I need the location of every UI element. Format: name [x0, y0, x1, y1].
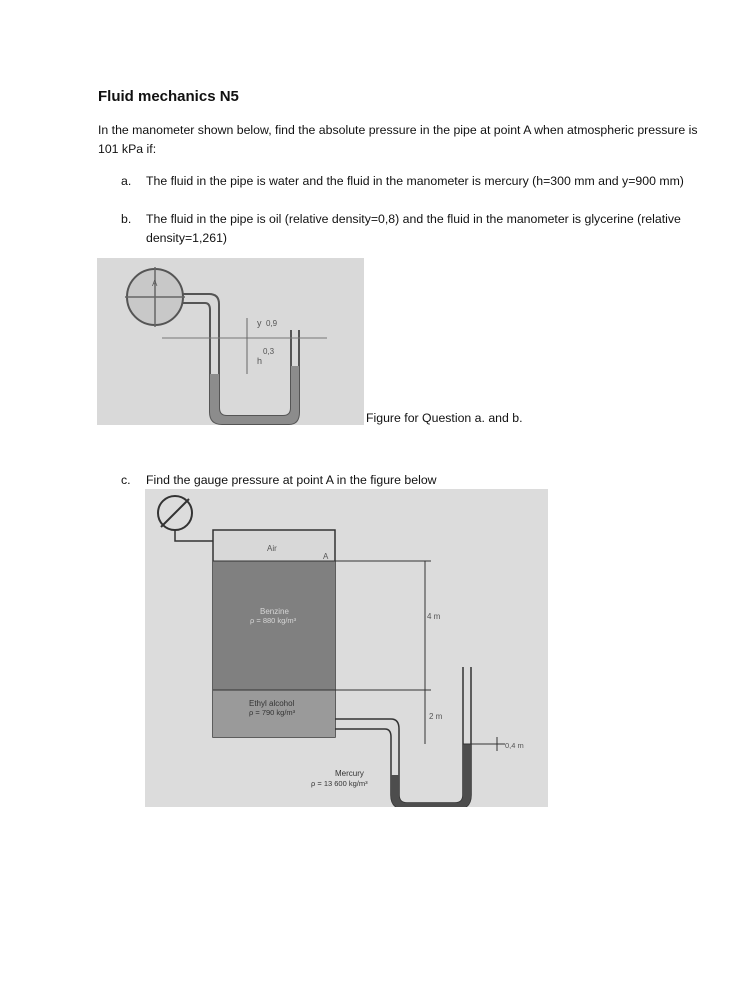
- page-title: Fluid mechanics N5: [98, 88, 239, 105]
- benzine-label: Benzine: [260, 607, 289, 616]
- question-a-text: The fluid in the pipe is water and the fluid in the manometer is mercury (h=300 mm and y=900 mm): [146, 174, 684, 188]
- air-label: Air: [267, 544, 277, 553]
- dim-4m-label: 4 m: [427, 612, 441, 621]
- figure-1-drawing: [97, 258, 364, 425]
- question-c-marker: c.: [121, 473, 131, 487]
- question-c: [121, 471, 711, 490]
- question-c-text: Find the gauge pressure at point A in the figure below: [146, 473, 437, 487]
- fig1-y-note: 0,9: [266, 319, 278, 328]
- figure-1-caption: Figure for Question a. and b.: [366, 411, 523, 425]
- tube-outer: [183, 294, 291, 416]
- mercury-fill: [391, 744, 471, 807]
- mercury-density: ρ = 13 600 kg/m³: [311, 779, 368, 788]
- dim-04m-label: 0,4 m: [505, 741, 524, 750]
- question-b: [121, 210, 711, 248]
- question-a-marker: a.: [121, 174, 132, 188]
- gauge-needle: [161, 499, 189, 527]
- fig1-h-note: 0,3: [263, 347, 275, 356]
- fig2-point-label: A: [323, 552, 329, 561]
- figure-2-drawing: [145, 489, 548, 807]
- fig1-point-label: A: [152, 279, 158, 288]
- benzine-layer: [213, 561, 335, 690]
- ethyl-alcohol-density: ρ = 790 kg/m³: [249, 708, 296, 717]
- figure-2-tank: [145, 489, 548, 807]
- question-b-text: The fluid in the pipe is oil (relative density=0,8) and the fluid in the manometer is glycerine (relative density=1,261): [146, 212, 681, 245]
- tube-inner: [183, 303, 299, 424]
- question-a: [121, 172, 711, 210]
- fig1-h-label: h: [257, 356, 263, 366]
- mercury-label: Mercury: [335, 769, 364, 778]
- dim-2m-label: 2 m: [429, 712, 443, 721]
- gauge-tube: [175, 530, 213, 541]
- question-b-marker: b.: [121, 212, 132, 226]
- fig1-y-label: y: [257, 318, 262, 328]
- benzine-density: ρ = 880 kg/m³: [250, 616, 297, 625]
- figure-1-manometer: [97, 258, 364, 425]
- ethyl-alcohol-label: Ethyl alcohol: [249, 699, 295, 708]
- intro-paragraph: In the manometer shown below, find the absolute pressure in the pipe at point A when atmospheric pressure is 101 kPa if:: [98, 123, 698, 156]
